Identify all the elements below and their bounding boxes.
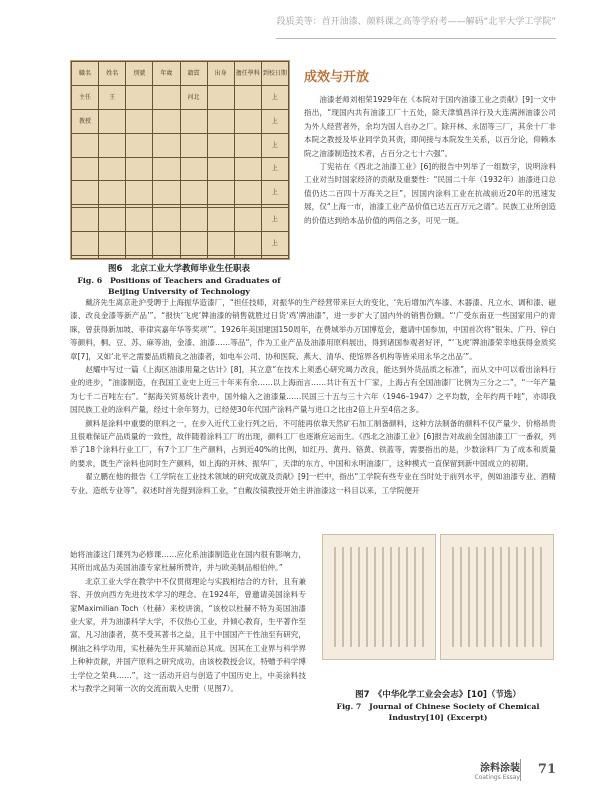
- table-cell: [99, 255, 126, 258]
- table-row: [72, 62, 289, 86]
- journal-page-right: [440, 534, 554, 660]
- table-cell: [234, 85, 261, 109]
- table-cell: [126, 232, 153, 256]
- footer-journal: [470, 759, 520, 781]
- table-cell: 職名: [72, 62, 99, 86]
- table-cell: [207, 157, 234, 181]
- section-title: 成效与开放: [304, 70, 370, 85]
- table-cell: [72, 208, 99, 232]
- table-cell: [126, 109, 153, 133]
- table-cell: [234, 255, 261, 258]
- table-cell: [126, 255, 153, 258]
- table-cell: 上: [261, 181, 288, 205]
- figure-7-image: [322, 534, 554, 658]
- table-cell: 擔任學科: [234, 62, 261, 86]
- journal-name-en: Coatings Essay: [474, 774, 520, 781]
- table-cell: [126, 181, 153, 205]
- table-cell: 上: [261, 208, 288, 232]
- table-cell: 到校日期: [261, 62, 288, 86]
- table-row: [72, 255, 289, 258]
- figure-6-caption-zh: 图6 北京工业大学教师毕业生任职表: [108, 264, 250, 274]
- journal-page-left: [322, 534, 436, 660]
- page-number: 71: [537, 762, 556, 777]
- table-cell: 主任: [72, 85, 99, 109]
- table-cell: 年歲: [153, 62, 180, 86]
- right-column: [304, 66, 556, 227]
- page-header: [0, 0, 600, 46]
- footer-divider: [520, 759, 521, 781]
- table-row: [72, 133, 289, 157]
- table-cell: [126, 157, 153, 181]
- table-row: [72, 157, 289, 181]
- table-row: [72, 232, 289, 256]
- table-cell: [72, 133, 99, 157]
- paragraph: 戴济先生离京赴沪受聘于上海振华造漆厂，“担任技师，对振华的生产经营带来巨大的变化，‘先后增加汽车漆、木器漆、凡立水、调和漆、磁漆、改良金漆等新产品’”。“报快‘飞虎’牌油漆的销售就胜过日货‘鸡’牌油漆”，进一步扩大了国内外的销售份额。“‘广受东南亚一些国家用户的青睐，曾获得新加坡、菲律宾嘉年华等奖项’”。1926年美国建国150周年，在费城举办万国博览会，邀请中国参加，中国首次将“银朱、广丹、锌白等颜料，桐、豆、苏、麻等油，金漆、油漆……等品”，作为工业产品及油漆用原料展出，得到诸国参观者好评，“‘飞虎’牌油漆荣幸地获得金质奖章[7]，又如‘北平之需要品质精良之油漆者，如电车公司、协和医院、燕大、清华、使馆界各机构等皆采用永华之出品’”。: [70, 298, 556, 361]
- table-cell: 上: [261, 109, 288, 133]
- table-cell: [126, 85, 153, 109]
- table-cell: [153, 255, 180, 258]
- table-cell: [234, 181, 261, 205]
- paragraph: 翟立鹏在他的报告《工学院在工业技术领域的研究成就及贡献》[9]一栏中，指出“工学院有些专业在当时处于前列水平，例如油漆专业、酒精专业、造纸专业等”。叙述时首先提到涂料工业，“自戴汝镐教授开始主讲油漆这一科目以来，工学院便开: [70, 472, 556, 495]
- table-cell: 王: [99, 85, 126, 109]
- table-cell: [99, 208, 126, 232]
- paragraph: 北京工业大学在教学中不仅贯彻理论与实践相结合的方针，且有兼容、开放向西方先进技术学习的理念。在1924年，曾邀请美国涂料专家Maximilian Toch（杜赫）来校讲演，“该校以杜赫不特为美国油漆业大家，并为油漆科学大学，不仅热心工业，并倾心教育，生平著作至富，凡习油漆者，莫不受其著书之益，且于中国国产干性油至有研究，桐油之科学功用，实杜赫先生开其端而总其成。因其在工业界与科学界上种种贡献，并国产原料之研究成功，由该校教授会议，特赠予科学博士学位之荣典……”，这一活动开启与创造了中国历史上，中美涂料技术与教学之间第一次的交流而载入史册（见图7）。: [70, 576, 306, 694]
- full-width-text: [70, 296, 556, 497]
- figure-6-image: [70, 60, 290, 260]
- table-cell: [234, 232, 261, 256]
- table-cell: [72, 181, 99, 205]
- table-cell: 出身: [207, 62, 234, 86]
- paragraph: 颜料是涂料中重要的原料之一，在步入近代工业行列之后，不可能再依靠天然矿石加工制备颜料，这种方法制备的颜料不仅产量少、价格昂贵且很难保证产品质量的一致性，故伴随着涂料工厂的出现，颜料工厂也逐渐应运而生。《西北之油漆工业》[6]报告对战前全国油漆工厂一番叙，列举了18个涂料行业工厂，有7个工厂生产颜料，占到近40%的比例，如红丹、黄丹、铬黄、铁蓝等，需要指出的是，少数涂料厂为了成本和质量的要求，既生产涂料也同时生产颜料，如上海的开林、振华厂，天津的东方、中国和永明油漆厂，这种模式一直保留到新中国成立的初期。: [70, 418, 556, 468]
- table-row: [72, 109, 289, 133]
- table-cell: [234, 133, 261, 157]
- table-cell: [72, 232, 99, 256]
- table-cell: [153, 157, 180, 181]
- table-cell: [207, 255, 234, 258]
- figure-6-caption: [70, 264, 288, 297]
- running-title: 段质美等：首开油漆、颜料课之高等学府考——解码“北平大学工学院”: [276, 17, 556, 27]
- table-cell: [153, 133, 180, 157]
- table-cell: [261, 255, 288, 258]
- table-cell: 姓名: [99, 62, 126, 86]
- figure-6-caption-en: Fig. 6 Positions of Teachers and Graduates of Beijing University of Technology: [77, 276, 281, 296]
- table-cell: [180, 157, 207, 181]
- left-column: [70, 548, 306, 695]
- faculty-table: [71, 61, 289, 259]
- table-cell: [207, 109, 234, 133]
- table-cell: [207, 85, 234, 109]
- table-cell: [126, 133, 153, 157]
- table-cell: [99, 157, 126, 181]
- table-cell: [234, 208, 261, 232]
- table-cell: [180, 208, 207, 232]
- table-cell: 上: [261, 133, 288, 157]
- table-cell: [180, 181, 207, 205]
- table-cell: [180, 255, 207, 258]
- table-cell: 上: [261, 85, 288, 109]
- table-cell: 籍貫: [180, 62, 207, 86]
- table-cell: [180, 232, 207, 256]
- header-rule: [276, 38, 556, 39]
- figure-7-caption-en: Fig. 7 Journal of Chinese Society of Chemical Industry[10] (Excerpt): [336, 702, 540, 722]
- table-cell: [153, 208, 180, 232]
- paragraph: 丁宪祜在《西北之油漆工业》[6]的报告中列举了一组数字，说明涂料工业对当时国家经济的贡献及重要性：“民国二十年（1932年）油漆进口总值仍达二百四十万海关之巨”，因国内涂料工业在抗战前近20年的迅速发展，仅“上海一市，油漆工业产品价值已达五百万元之谱”。民族工业所创造的价值达到给本品价值的两倍之多，可见一斑。: [304, 162, 556, 225]
- paragraph: 始将油漆这门课列为必修课……应化系油漆制造业在国内很有影响力，其所出成品为美国油漆专家杜赫所赞许，并与欧美制品相伯仲。”: [70, 550, 306, 573]
- table-cell: [99, 181, 126, 205]
- paragraph: 赵耀中写过一篇《上海区油漆用量之估计》[8]，其立意“在技术上须悉心研究竭力改良，能达到外货品质之标准”，而从文中可以看出涂料行业的进步，“油漆制造，在我国工业史上近三十年来有余……以上海而言……共计有五十厂家，上海占有全国油漆厂比例为三分之二”，“一年产量为七千二百吨左右”。“据海关贸易统计表中，国外输入之油漆量……民国三十五与三十六年（1946–1947）之平均数，全年约两千吨”，亦即我国民族工业的涂料产量，经过十余年努力，已经使30年代国产涂料产量与进口之比由2倍上升至4倍之多。: [70, 365, 556, 415]
- table-cell: [153, 181, 180, 205]
- table-cell: [153, 109, 180, 133]
- table-cell: [180, 133, 207, 157]
- figure-7-caption-zh: 图7 《中华化学工业会会志》[10]（节选）: [355, 690, 521, 700]
- figure-7-caption: [316, 690, 560, 723]
- journal-text-lines: [441, 535, 553, 659]
- table-cell: [99, 109, 126, 133]
- table-cell: [99, 232, 126, 256]
- table-cell: 河北: [180, 85, 207, 109]
- journal-name-zh: 涂料涂装: [480, 763, 520, 774]
- table-row: [72, 181, 289, 205]
- table-cell: [153, 85, 180, 109]
- table-cell: 教授: [72, 109, 99, 133]
- journal-text-lines: [323, 535, 435, 659]
- table-cell: [126, 208, 153, 232]
- table-cell: [72, 157, 99, 181]
- table-cell: [72, 255, 99, 258]
- table-cell: [234, 109, 261, 133]
- table-cell: 別號: [126, 62, 153, 86]
- table-cell: [207, 232, 234, 256]
- table-cell: [207, 208, 234, 232]
- table-cell: 上: [261, 157, 288, 181]
- table-cell: [234, 157, 261, 181]
- table-cell: 上: [261, 232, 288, 256]
- table-cell: [207, 133, 234, 157]
- table-cell: [207, 181, 234, 205]
- table-cell: [180, 109, 207, 133]
- table-cell: [153, 232, 180, 256]
- table-row: [72, 85, 289, 109]
- table-cell: [99, 133, 126, 157]
- paragraph: 油漆老师刘相荣1929年在《本院对于国内油漆工业之贡献》[9]一文中指出，“现国内共有油漆工厂十五处，除天津慎昌洋行及大连满洲油漆公司为外人经营者外，余均为国人自办之厂。除开林、永固等三厂，其余十厂非本院之教授及毕业同学负其责，即间接与本院发生关系，以百分论，仰赖本院之油漆制造技术者，占百分之七十六强”。: [304, 95, 556, 158]
- table-row: [72, 208, 289, 232]
